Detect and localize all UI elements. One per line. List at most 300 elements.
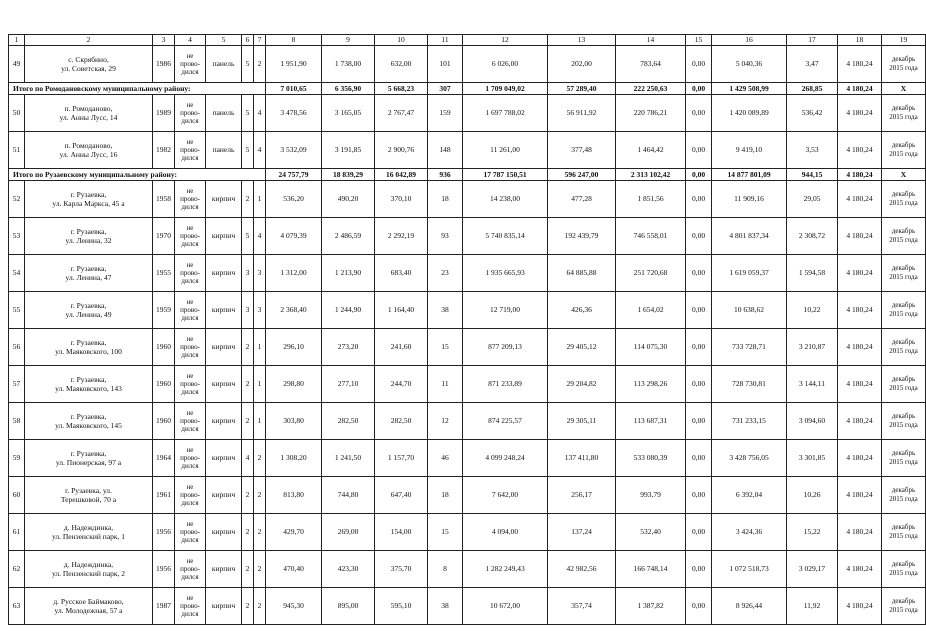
table-cell: не прово- дился (175, 366, 206, 403)
table-cell: 244,70 (375, 366, 428, 403)
table-cell: 0,00 (686, 588, 712, 625)
table-cell: 1 697 788,02 (463, 95, 548, 132)
table-cell: 3 (254, 292, 266, 329)
table-cell: 58 (9, 403, 25, 440)
table-cell: 1 594,58 (787, 255, 838, 292)
column-header: 12 (463, 35, 548, 46)
table-cell: 895,00 (322, 588, 375, 625)
column-header: 4 (175, 35, 206, 46)
table-cell: 4 180,24 (838, 403, 882, 440)
table-cell: 4 801 837,34 (712, 218, 787, 255)
table-cell: 3 191,85 (322, 132, 375, 169)
column-header: 2 (25, 35, 153, 46)
table-cell: 38 (428, 292, 463, 329)
column-header: 1 (9, 35, 25, 46)
table-cell: 2 (254, 588, 266, 625)
table-cell: 159 (428, 95, 463, 132)
table-cell: 1 164,40 (375, 292, 428, 329)
table-cell: 2 (242, 514, 254, 551)
table-cell: 3 424,36 (712, 514, 787, 551)
total-cell: 18 839,29 (322, 169, 375, 181)
column-header: 7 (254, 35, 266, 46)
table-cell: 375,70 (375, 551, 428, 588)
total-label: Итого по Рузаевскому муниципальному району: (9, 169, 266, 181)
table-cell: 12 (428, 403, 463, 440)
table-cell: 1960 (153, 403, 175, 440)
total-cell: 307 (428, 83, 463, 95)
table-cell: 8 926,44 (712, 588, 787, 625)
column-header: 5 (206, 35, 242, 46)
table-row (9, 95, 926, 132)
table-cell: кирпич (206, 403, 242, 440)
table-cell: 423,30 (322, 551, 375, 588)
table-cell: 0,00 (686, 514, 712, 551)
total-cell: 1 429 508,99 (712, 83, 787, 95)
table-cell: 15 (428, 329, 463, 366)
table-row (9, 329, 926, 366)
table-cell: 2 (242, 366, 254, 403)
table-cell: 38 (428, 588, 463, 625)
table-cell: 53 (9, 218, 25, 255)
total-cell: 57 289,40 (548, 83, 616, 95)
table-cell: 536,42 (787, 95, 838, 132)
table-cell: 4 180,24 (838, 440, 882, 477)
table-cell: 1 241,50 (322, 440, 375, 477)
table-cell: 5 (242, 95, 254, 132)
table-cell: 54 (9, 255, 25, 292)
table-cell: не прово- дился (175, 95, 206, 132)
table-cell: 0,00 (686, 477, 712, 514)
table-cell: 59 (9, 440, 25, 477)
table-cell: 113 298,26 (616, 366, 686, 403)
table-cell: 11 909,16 (712, 181, 787, 218)
table-cell: 52 (9, 181, 25, 218)
table-cell: 296,10 (266, 329, 322, 366)
table-row (9, 514, 926, 551)
table-cell: 56 911,92 (548, 95, 616, 132)
table-cell: 51 (9, 132, 25, 169)
table-cell: 298,80 (266, 366, 322, 403)
table-cell: 0,00 (686, 255, 712, 292)
table-cell: 4 180,24 (838, 292, 882, 329)
table-cell: 4 (254, 218, 266, 255)
table-cell: 1 (254, 329, 266, 366)
table-cell: 1 (254, 366, 266, 403)
table-cell: 2 (242, 329, 254, 366)
table-cell: 11,92 (787, 588, 838, 625)
table-cell: 10,22 (787, 292, 838, 329)
table-cell: 12 719,00 (463, 292, 548, 329)
table-cell: декабрь 2015 года (882, 181, 926, 218)
column-header: 14 (616, 35, 686, 46)
table-cell: 5 740 835,14 (463, 218, 548, 255)
table-cell: 192 439,79 (548, 218, 616, 255)
table-cell: 5 (242, 218, 254, 255)
total-label: Итого по Ромодановскому муниципальному району: (9, 83, 266, 95)
table-cell: 0,00 (686, 329, 712, 366)
table-cell: декабрь 2015 года (882, 514, 926, 551)
table-cell: декабрь 2015 года (882, 95, 926, 132)
table-cell: г. Рузаевка, ул. Терешковой, 70 а (25, 477, 153, 514)
table-cell: панель (206, 46, 242, 83)
table-cell: 62 (9, 551, 25, 588)
column-header: 3 (153, 35, 175, 46)
table-cell: 3,47 (787, 46, 838, 83)
table-cell: 871 233,89 (463, 366, 548, 403)
total-cell: 2 313 102,42 (616, 169, 686, 181)
column-header: 6 (242, 35, 254, 46)
table-cell: 2 (254, 440, 266, 477)
table-cell: 282,50 (375, 403, 428, 440)
table-cell: 733 728,71 (712, 329, 787, 366)
table-cell: 1 213,90 (322, 255, 375, 292)
total-cell: 944,15 (787, 169, 838, 181)
table-cell: 1 072 518,73 (712, 551, 787, 588)
table-row (9, 440, 926, 477)
table-cell: 93 (428, 218, 463, 255)
column-header: 13 (548, 35, 616, 46)
table-cell: 2 292,19 (375, 218, 428, 255)
table-cell: не прово- дился (175, 46, 206, 83)
table-cell: 7 642,00 (463, 477, 548, 514)
table-cell: д. Надеждинка, ул. Пензенский парк, 1 (25, 514, 153, 551)
total-cell: 0,00 (686, 83, 712, 95)
table-cell: 4 180,24 (838, 551, 882, 588)
table-cell: не прово- дился (175, 329, 206, 366)
table-cell: кирпич (206, 477, 242, 514)
table-cell: 731 233,15 (712, 403, 787, 440)
table-cell: 477,28 (548, 181, 616, 218)
housing-table (8, 34, 926, 625)
table-cell: 1987 (153, 588, 175, 625)
table-cell: 1959 (153, 292, 175, 329)
table-cell: 1 (254, 181, 266, 218)
table-cell: 148 (428, 132, 463, 169)
table-row (9, 181, 926, 218)
table-cell: декабрь 2015 года (882, 218, 926, 255)
table-cell: 4 (254, 132, 266, 169)
table-cell: 6 392,04 (712, 477, 787, 514)
table-cell: 60 (9, 477, 25, 514)
table-cell: 4 079,39 (266, 218, 322, 255)
table-cell: 728 730,81 (712, 366, 787, 403)
table-cell: декабрь 2015 года (882, 403, 926, 440)
table-cell: декабрь 2015 года (882, 551, 926, 588)
total-cell: 268,85 (787, 83, 838, 95)
table-cell: декабрь 2015 года (882, 132, 926, 169)
table-cell: не прово- дился (175, 588, 206, 625)
table-cell: 2 (242, 403, 254, 440)
table-cell: г. Рузаевка, ул. Маяковского, 143 (25, 366, 153, 403)
table-cell: 166 748,14 (616, 551, 686, 588)
total-cell: 16 042,89 (375, 169, 428, 181)
table-cell: 3 301,85 (787, 440, 838, 477)
column-header: 8 (266, 35, 322, 46)
table-cell: 15,22 (787, 514, 838, 551)
table-cell: 1989 (153, 95, 175, 132)
table-cell: г. Рузаевка, ул. Ленина, 47 (25, 255, 153, 292)
table-cell: 3 (242, 292, 254, 329)
table-cell: 23 (428, 255, 463, 292)
table-cell: 783,64 (616, 46, 686, 83)
table-cell: 0,00 (686, 46, 712, 83)
table-cell: кирпич (206, 551, 242, 588)
table-cell: 357,74 (548, 588, 616, 625)
table-cell: 4 099 248,24 (463, 440, 548, 477)
total-cell: 936 (428, 169, 463, 181)
table-cell: 4 180,24 (838, 95, 882, 132)
table-cell: 746 558,01 (616, 218, 686, 255)
table-cell: г. Рузаевка, ул. Пионерская, 97 а (25, 440, 153, 477)
table-cell: 2 (254, 514, 266, 551)
table-cell: с. Скрябино, ул. Советская, 29 (25, 46, 153, 83)
table-cell: 2 (254, 551, 266, 588)
table-cell: 61 (9, 514, 25, 551)
table-cell: 1 738,00 (322, 46, 375, 83)
table-cell: 18 (428, 181, 463, 218)
table-cell: кирпич (206, 181, 242, 218)
table-cell: 377,48 (548, 132, 616, 169)
table-cell: г. Рузаевка, ул. Ленина, 32 (25, 218, 153, 255)
table-cell: 4 094,00 (463, 514, 548, 551)
table-row (9, 255, 926, 292)
table-cell: не прово- дился (175, 132, 206, 169)
table-cell: 3 478,56 (266, 95, 322, 132)
table-cell: 532,40 (616, 514, 686, 551)
column-header: 9 (322, 35, 375, 46)
table-cell: 137 411,80 (548, 440, 616, 477)
table-cell: 1 157,70 (375, 440, 428, 477)
table-cell: 114 075,30 (616, 329, 686, 366)
table-cell: 426,36 (548, 292, 616, 329)
table-cell: 813,80 (266, 477, 322, 514)
table-cell: декабрь 2015 года (882, 366, 926, 403)
total-cell: 14 877 801,09 (712, 169, 787, 181)
table-cell: 282,50 (322, 403, 375, 440)
table-cell: 0,00 (686, 403, 712, 440)
table-cell: 4 180,24 (838, 477, 882, 514)
table-cell: 0,00 (686, 218, 712, 255)
table-row (9, 218, 926, 255)
table-row (9, 132, 926, 169)
table-cell: 0,00 (686, 95, 712, 132)
table-cell: 1 464,42 (616, 132, 686, 169)
table-cell: 533 080,39 (616, 440, 686, 477)
total-row (9, 169, 926, 181)
table-cell: не прово- дился (175, 255, 206, 292)
table-cell: 3 (254, 255, 266, 292)
column-header: 16 (712, 35, 787, 46)
total-cell: 222 250,63 (616, 83, 686, 95)
table-cell: 490,20 (322, 181, 375, 218)
table-cell: 536,20 (266, 181, 322, 218)
table-cell: г. Рузаевка, ул. Карла Маркса, 45 а (25, 181, 153, 218)
total-cell: 5 668,23 (375, 83, 428, 95)
table-cell: 5 040,36 (712, 46, 787, 83)
table-cell: 1 282 249,43 (463, 551, 548, 588)
table-cell: не прово- дился (175, 292, 206, 329)
table-cell: не прово- дился (175, 514, 206, 551)
table-cell: 4 180,24 (838, 46, 882, 83)
table-cell: кирпич (206, 588, 242, 625)
table-cell: 370,10 (375, 181, 428, 218)
table-cell: 11 261,00 (463, 132, 548, 169)
table-cell: 220 786,21 (616, 95, 686, 132)
table-row (9, 551, 926, 588)
table-cell: 1 935 665,93 (463, 255, 548, 292)
table-cell: декабрь 2015 года (882, 329, 926, 366)
table-cell: 1 951,90 (266, 46, 322, 83)
total-cell: 24 757,79 (266, 169, 322, 181)
table-cell: не прово- дился (175, 403, 206, 440)
table-body (9, 35, 926, 625)
table-cell: 5 (242, 46, 254, 83)
table-cell: не прово- дился (175, 551, 206, 588)
table-cell: 14 238,00 (463, 181, 548, 218)
table-cell: 3 532,09 (266, 132, 322, 169)
table-cell: 0,00 (686, 132, 712, 169)
table-row (9, 46, 926, 83)
column-header: 10 (375, 35, 428, 46)
table-cell: 1986 (153, 46, 175, 83)
table-cell: 1964 (153, 440, 175, 477)
table-cell: 202,00 (548, 46, 616, 83)
table-cell: 4 180,24 (838, 132, 882, 169)
table-cell: 273,20 (322, 329, 375, 366)
table-cell: панель (206, 132, 242, 169)
table-cell: 303,80 (266, 403, 322, 440)
table-cell: 1 851,56 (616, 181, 686, 218)
table-cell: 1 312,00 (266, 255, 322, 292)
table-cell: 256,17 (548, 477, 616, 514)
table-cell: 2 308,72 (787, 218, 838, 255)
table-cell: кирпич (206, 366, 242, 403)
table-cell: 10,26 (787, 477, 838, 514)
table-cell: 277,10 (322, 366, 375, 403)
table-cell: 429,70 (266, 514, 322, 551)
table-cell: 470,40 (266, 551, 322, 588)
table-cell: 29 204,82 (548, 366, 616, 403)
column-header: 11 (428, 35, 463, 46)
column-header: 17 (787, 35, 838, 46)
total-cell: 7 010,65 (266, 83, 322, 95)
table-cell: 4 180,24 (838, 255, 882, 292)
table-cell: 2 (242, 181, 254, 218)
table-cell: д. Русское Баймаково, ул. Молодежная, 57 а (25, 588, 153, 625)
table-cell: 64 885,88 (548, 255, 616, 292)
table-cell: 4 180,24 (838, 366, 882, 403)
total-cell: X (882, 169, 926, 181)
table-cell: не прово- дился (175, 218, 206, 255)
table-cell: г. Рузаевка, ул. Ленина, 49 (25, 292, 153, 329)
table-cell: 2 (242, 551, 254, 588)
table-cell: панель (206, 95, 242, 132)
table-cell: 1955 (153, 255, 175, 292)
table-cell: 137,24 (548, 514, 616, 551)
total-cell: 17 787 150,51 (463, 169, 548, 181)
table-cell: 154,00 (375, 514, 428, 551)
table-cell: 1956 (153, 551, 175, 588)
table-cell: кирпич (206, 218, 242, 255)
table-cell: 113 687,31 (616, 403, 686, 440)
column-header: 19 (882, 35, 926, 46)
table-cell: 1 387,82 (616, 588, 686, 625)
table-cell: 1958 (153, 181, 175, 218)
table-cell: 1961 (153, 477, 175, 514)
table-cell: 49 (9, 46, 25, 83)
table-cell: не прово- дился (175, 440, 206, 477)
table-cell: 0,00 (686, 292, 712, 329)
header-row (9, 35, 926, 46)
table-cell: 4 180,24 (838, 181, 882, 218)
table-cell: 11 (428, 366, 463, 403)
table-row (9, 477, 926, 514)
table-cell: декабрь 2015 года (882, 255, 926, 292)
column-header: 15 (686, 35, 712, 46)
table-cell: 1970 (153, 218, 175, 255)
table-cell: г. Рузаевка, ул. Маяковского, 145 (25, 403, 153, 440)
table-cell: 1960 (153, 366, 175, 403)
table-cell: 3 144,11 (787, 366, 838, 403)
table-cell: 0,00 (686, 551, 712, 588)
table-cell: 1 244,90 (322, 292, 375, 329)
table-cell: декабрь 2015 года (882, 440, 926, 477)
table-cell: п. Ромоданово, ул. Анны Лусс, 14 (25, 95, 153, 132)
table-cell: 63 (9, 588, 25, 625)
table-cell: кирпич (206, 514, 242, 551)
table-cell: 3,53 (787, 132, 838, 169)
table-cell: 4 180,24 (838, 588, 882, 625)
table-cell: 1956 (153, 514, 175, 551)
total-cell: X (882, 83, 926, 95)
table-cell: 3 (242, 255, 254, 292)
table-cell: 2 (254, 477, 266, 514)
table-cell: декабрь 2015 года (882, 292, 926, 329)
table-cell: 29 305,11 (548, 403, 616, 440)
table-cell: 2 (242, 588, 254, 625)
table-cell: 4 180,24 (838, 329, 882, 366)
total-row (9, 83, 926, 95)
table-cell: 1982 (153, 132, 175, 169)
table-row (9, 366, 926, 403)
table-cell: 4 (254, 95, 266, 132)
table-cell: 647,40 (375, 477, 428, 514)
table-cell: 42 982,56 (548, 551, 616, 588)
table-cell: 877 209,13 (463, 329, 548, 366)
total-cell: 1 709 049,02 (463, 83, 548, 95)
table-cell: не прово- дился (175, 181, 206, 218)
table-cell: декабрь 2015 года (882, 588, 926, 625)
table-cell: 1 (254, 403, 266, 440)
table-cell: 1 308,20 (266, 440, 322, 477)
table-cell: 2 486,59 (322, 218, 375, 255)
table-cell: 993,79 (616, 477, 686, 514)
table-cell: 2 368,40 (266, 292, 322, 329)
column-header: 18 (838, 35, 882, 46)
table-cell: 945,30 (266, 588, 322, 625)
table-cell: декабрь 2015 года (882, 477, 926, 514)
table-cell: 18 (428, 477, 463, 514)
table-cell: 1 654,02 (616, 292, 686, 329)
table-cell: кирпич (206, 292, 242, 329)
table-cell: 1960 (153, 329, 175, 366)
table-cell: 683,40 (375, 255, 428, 292)
table-cell: 101 (428, 46, 463, 83)
table-cell: 50 (9, 95, 25, 132)
table-cell: 3 428 756,05 (712, 440, 787, 477)
table-cell: 56 (9, 329, 25, 366)
table-cell: 5 (242, 132, 254, 169)
